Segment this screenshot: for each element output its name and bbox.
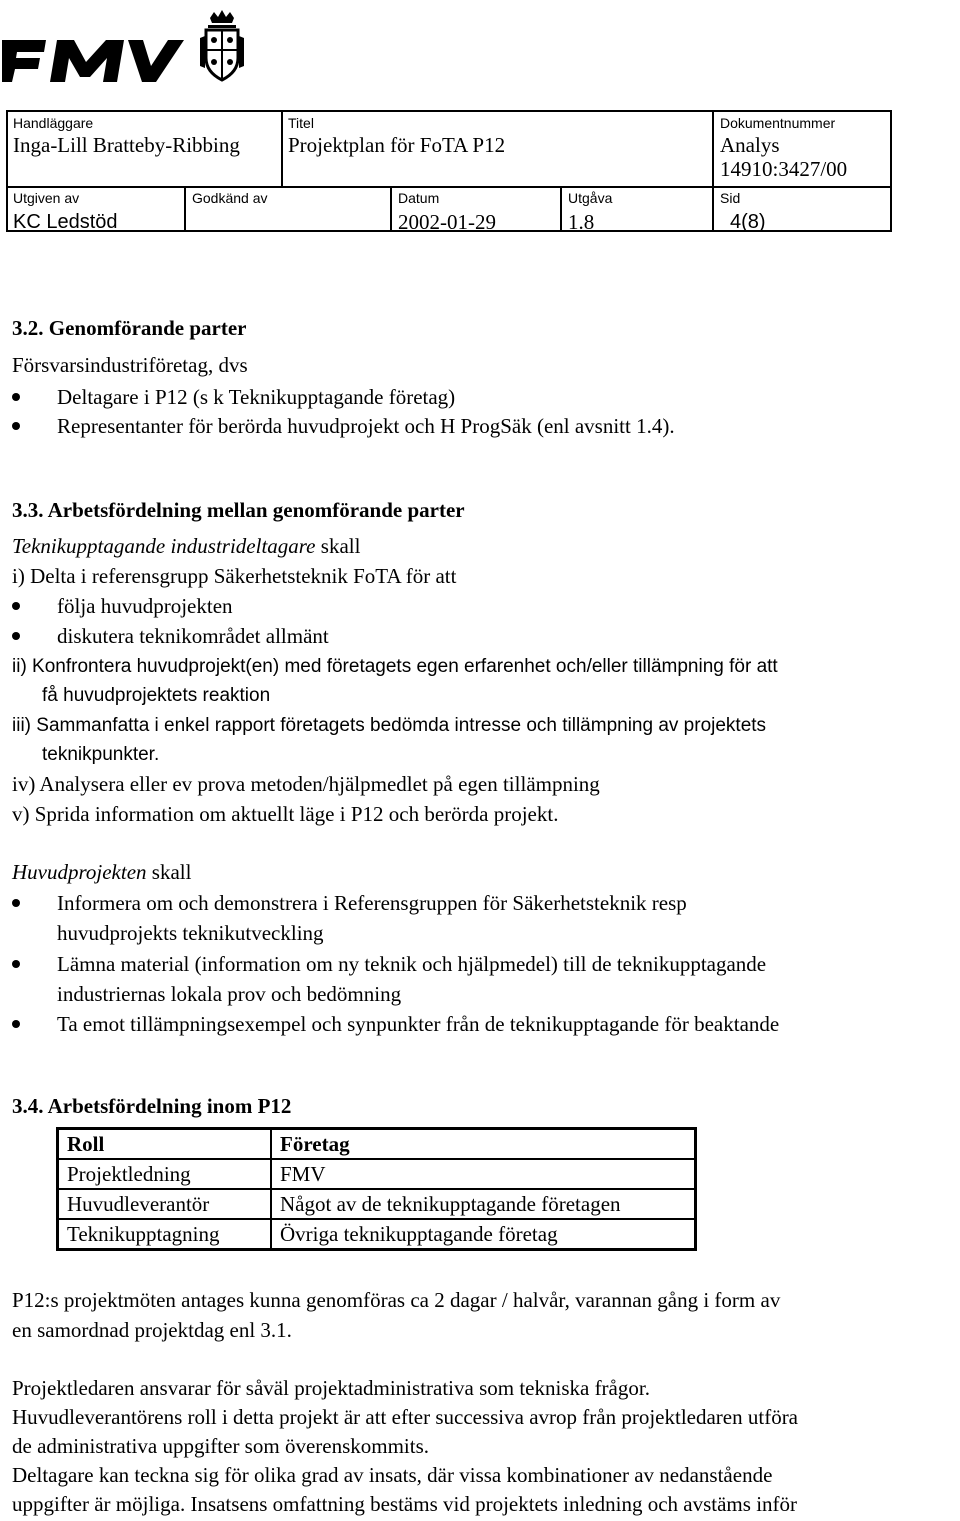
list-item-continued: industriernas lokala prov och bedömning bbox=[57, 982, 402, 1006]
fmv-logo bbox=[0, 4, 245, 86]
item-ii-continued: få huvudprojektets reaktion bbox=[42, 685, 271, 706]
dokumentnummer-label: Dokumentnummer bbox=[720, 115, 836, 131]
dokumentnummer-value: 14910:3427/00 bbox=[720, 157, 848, 181]
paragraph-line: Huvudleverantörens roll i detta projekt är att efter successiva avrop från projektledaren utföra bbox=[12, 1405, 799, 1429]
header-divider bbox=[560, 186, 562, 230]
utgiven-label: Utgiven av bbox=[13, 190, 80, 206]
item-v: v) Sprida information om aktuellt läge i P12 och berörda projekt. bbox=[12, 802, 559, 826]
titel-cell bbox=[288, 115, 505, 157]
bullet-icon bbox=[12, 393, 20, 401]
paragraph-line: de administrativa uppgifter som överenskommits. bbox=[12, 1434, 430, 1458]
section-3-2-heading: 3.2. Genomförande parter bbox=[12, 316, 247, 340]
intro-emphasis: Teknikupptagande industrideltagare bbox=[12, 534, 316, 558]
datum-label: Datum bbox=[398, 190, 440, 206]
paragraph-line: P12:s projektmöten antages kunna genomföras ca 2 dagar / halvår, varannan gång i form av bbox=[12, 1288, 781, 1312]
utgava-label: Utgåva bbox=[568, 190, 613, 206]
table-cell: Teknikupptagning bbox=[58, 1219, 272, 1250]
bullet-icon bbox=[12, 632, 20, 640]
header-divider bbox=[281, 112, 283, 186]
table-header-row bbox=[58, 1129, 696, 1160]
sid-label: Sid bbox=[720, 190, 741, 206]
dokumentnummer-cell bbox=[720, 115, 847, 181]
godkand-cell bbox=[192, 190, 268, 206]
document-header bbox=[6, 110, 892, 232]
header-divider bbox=[184, 186, 186, 230]
item-i: i) Delta i referensgrupp Säkerhetsteknik FoTA för att bbox=[12, 564, 457, 588]
table-cell: FMV bbox=[271, 1159, 696, 1189]
titel-value: Projektplan för FoTA P12 bbox=[288, 133, 506, 157]
header-divider bbox=[8, 186, 890, 188]
table-cell: Övriga teknikupptagande företag bbox=[271, 1219, 696, 1250]
table-row bbox=[58, 1189, 696, 1219]
list-item-continued: huvudprojekts teknikutveckling bbox=[57, 921, 324, 945]
header-divider bbox=[390, 186, 392, 230]
item-iii-continued: teknikpunkter. bbox=[42, 744, 160, 765]
bullet-icon bbox=[12, 602, 20, 610]
section-3-4-heading: 3.4. Arbetsfördelning inom P12 bbox=[12, 1094, 292, 1118]
item-iv: iv) Analysera eller ev prova metoden/hjälpmedlet på egen tillämpning bbox=[12, 772, 600, 796]
list-item-text: Deltagare i P12 (s k Teknikupptagande företag) bbox=[57, 385, 456, 409]
table-row bbox=[58, 1219, 696, 1250]
godkand-label: Godkänd av bbox=[192, 190, 268, 206]
table-header-cell: Roll bbox=[58, 1129, 272, 1160]
section-3-2-intro: Försvarsindustriföretag, dvs bbox=[12, 353, 248, 377]
titel-label: Titel bbox=[288, 115, 314, 131]
utgiven-cell bbox=[13, 190, 118, 234]
section-3-3-intro bbox=[12, 531, 360, 561]
sid-cell bbox=[720, 190, 766, 234]
bullet-icon bbox=[12, 960, 20, 968]
section-3-3-heading: 3.3. Arbetsfördelning mellan genomförande parter bbox=[12, 498, 465, 522]
item-ii: ii) Konfrontera huvudprojekt(en) med företagets egen erfarenhet och/eller tillämpning för att bbox=[12, 656, 778, 677]
bullet-icon bbox=[12, 422, 20, 430]
list-item-text: diskutera teknikområdet allmänt bbox=[57, 624, 329, 648]
table-cell: Något av de teknikupptagande företagen bbox=[271, 1189, 696, 1219]
intro-rest: skall bbox=[315, 534, 361, 558]
huvudprojekten-rest: skall bbox=[146, 860, 192, 884]
paragraph-line: Projektledaren ansvarar för såväl projektadministrativa som tekniska frågor. bbox=[12, 1376, 650, 1400]
role-table bbox=[56, 1127, 697, 1251]
table-cell: Huvudleverantör bbox=[58, 1189, 272, 1219]
list-item-text: följa huvudprojekten bbox=[57, 594, 233, 618]
list-item-text: Ta emot tillämpningsexempel och synpunkter från de teknikupptagande för beaktande bbox=[57, 1012, 780, 1036]
bullet-icon bbox=[12, 899, 20, 907]
huvudprojekten-emphasis: Huvudprojekten bbox=[12, 860, 147, 884]
sid-value: 4(8) bbox=[730, 211, 766, 233]
table-cell: Projektledning bbox=[58, 1159, 272, 1189]
utgiven-value: KC Ledstöd bbox=[13, 211, 118, 233]
datum-value: 2002-01-29 bbox=[398, 210, 496, 234]
paragraph-line: Deltagare kan teckna sig för olika grad av insats, där vissa kombinationer av nedanstående bbox=[12, 1463, 773, 1487]
header-divider bbox=[712, 112, 714, 230]
handlaggare-cell bbox=[13, 115, 240, 157]
bullet-icon bbox=[12, 1020, 20, 1028]
fmv-logo-graphic bbox=[0, 4, 245, 86]
utgava-value: 1.8 bbox=[568, 210, 595, 234]
huvudprojekten-intro bbox=[12, 857, 191, 887]
handlaggare-value: Inga-Lill Bratteby-Ribbing bbox=[13, 133, 240, 157]
table-header-cell: Företag bbox=[271, 1129, 696, 1160]
item-iii: iii) Sammanfatta i enkel rapport företagets bedömda intresse och tillämpning av projektets bbox=[12, 715, 767, 736]
list-item-text: Lämna material (information om ny teknik och hjälpmedel) till de teknikupptagande bbox=[57, 952, 767, 976]
dokumentnummer-value: Analys bbox=[720, 133, 780, 157]
handlaggare-label: Handläggare bbox=[13, 115, 94, 131]
utgava-cell bbox=[568, 190, 612, 234]
paragraph-line: en samordnad projektdag enl 3.1. bbox=[12, 1318, 292, 1342]
list-item-text: Representanter för berörda huvudprojekt och H ProgSäk (enl avsnitt 1.4). bbox=[57, 414, 675, 438]
table-row bbox=[58, 1159, 696, 1189]
list-item-text: Informera om och demonstrera i Referensgruppen för Säkerhetsteknik resp bbox=[57, 891, 687, 915]
datum-cell bbox=[398, 190, 496, 234]
paragraph-line: uppgifter är möjliga. Insatsens omfattning bestäms vid projektets inledning och avstäms inför bbox=[12, 1492, 798, 1516]
